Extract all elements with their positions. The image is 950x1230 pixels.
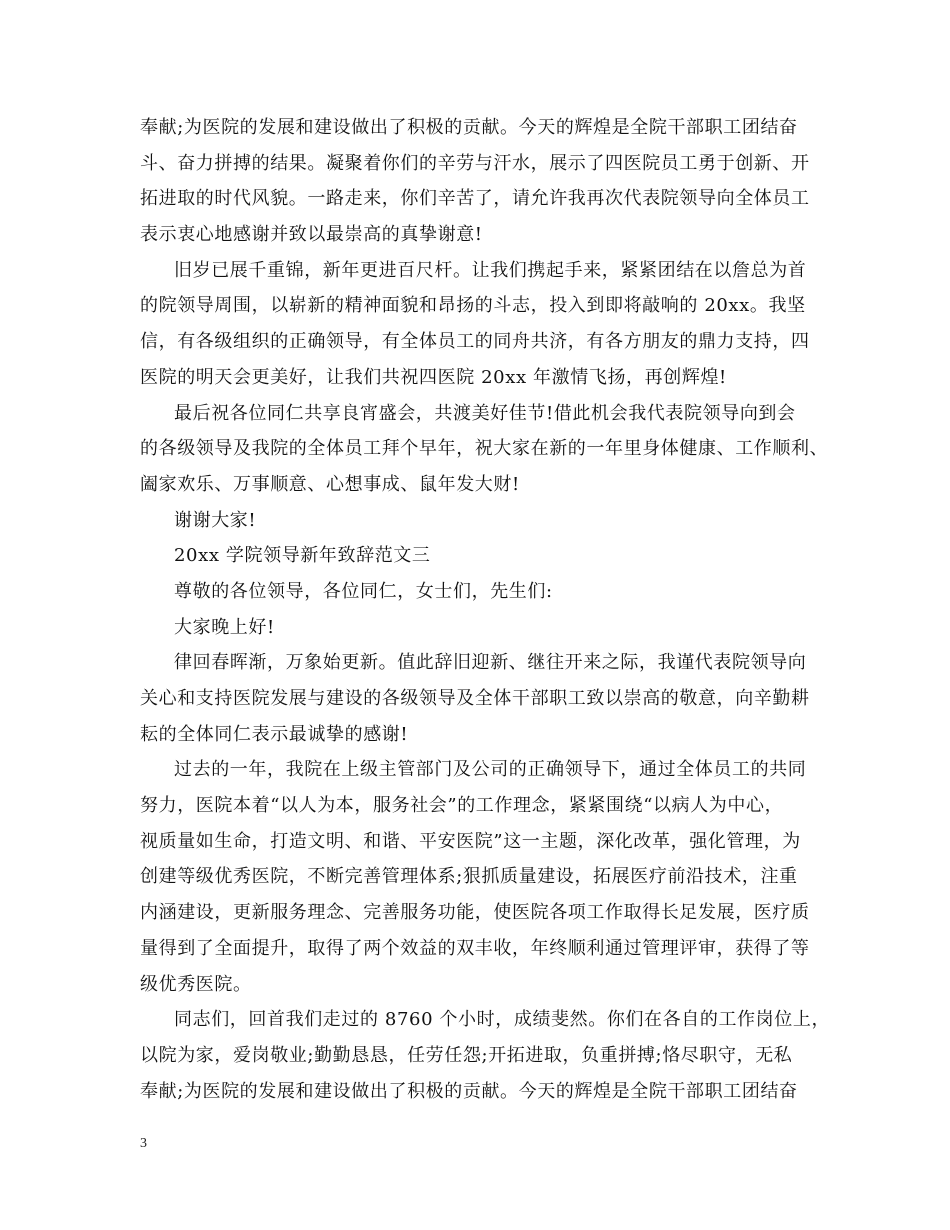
text-line: 奉献;为医院的发展和建设做出了积极的贡献。今天的辉煌是全院干部职工团结奋 (140, 1080, 798, 1102)
text-line: 内涵建设，更新服务理念、完善服务功能，使医院各项工作取得长足发展，医疗质 (140, 902, 810, 924)
text-line: 关心和支持医院发展与建设的各级领导及全体干部职工致以崇高的敬意，向辛勤耕 (140, 688, 810, 709)
text-line: 大家晚上好! (174, 616, 275, 638)
text-line: 尊敬的各位领导，各位同仁，女士们，先生们: (174, 580, 553, 602)
text-line: 创建等级优秀医院，不断完善管理体系;狠抓质量建设，拓展医疗前沿技术，注重 (140, 866, 798, 888)
page-number: 3 (140, 1136, 147, 1151)
text-line: 表示衷心地感谢并致以最崇高的真挚谢意! (140, 224, 483, 246)
text-line: 耘的全体同仁表示最诚挚的感谢! (140, 723, 409, 745)
text-line: 律回春晖渐，万象始更新。值此辞旧迎新、继往开来之际，我谨代表院领导向 (174, 652, 807, 674)
text-line: 信，有各级组织的正确领导，有全体员工的同舟共济，有各方朋友的鼎力支持，四 (140, 331, 810, 353)
text-line: 谢谢大家! (174, 509, 257, 531)
text-line: 20xx 学院领导新年致辞范文三 (174, 545, 431, 567)
text-line: 级优秀医院。 (140, 973, 252, 995)
text-line: 视质量如生命，打造文明、和谐、平安医院”这一主题，深化改革，强化管理，为 (140, 830, 801, 852)
document-body (140, 110, 830, 1109)
text-line: 的各级领导及我院的全体员工拜个早年，祝大家在新的一年里身体健康、工作顺利、 (140, 438, 829, 460)
text-line: 以院为家，爱岗敬业;勤勤恳恳，任劳任怨;开拓进取，负重拼搏;恪尽职守，无私 (140, 1044, 793, 1066)
text-line: 同志们，回首我们走过的 8760 个小时，成绩斐然。你们在各自的工作岗位上， (174, 1009, 831, 1031)
text-line: 过去的一年，我院在上级主管部门及公司的正确领导下，通过全体员工的共同 (174, 759, 807, 781)
text-line: 量得到了全面提升，取得了两个效益的双丰收，年终顺利通过管理评审，获得了等 (140, 937, 810, 959)
text-line: 努力，医院本着“以人为本，服务社会”的工作理念，紧紧围绕“以病人为中心， (140, 795, 784, 817)
text-line: 阖家欢乐、万事顺意、心想事成、鼠年发大财! (140, 473, 520, 495)
text-line: 的院领导周围，以崭新的精神面貌和昂扬的斗志，投入到即将敲响的 20xx。我坚 (140, 295, 806, 317)
text-line: 医院的明天会更美好，让我们共祝四医院 20xx 年激情飞扬，再创辉煌! (140, 366, 727, 388)
text-line: 斗、奋力拼搏的结果。凝聚着你们的辛劳与汗水，展示了四医院员工勇于创新、开 (140, 152, 810, 174)
text-line: 拓进取的时代风貌。一路走来，你们辛苦了，请允许我再次代表院领导向全体员工 (140, 188, 810, 210)
text-line: 旧岁已展千重锦，新年更进百尺杆。让我们携起手来，紧紧团结在以詹总为首 (174, 259, 807, 281)
text-line: 最后祝各位同仁共享良宵盛会，共渡美好佳节!借此机会我代表院领导向到会 (174, 402, 796, 424)
text-line: 奉献;为医院的发展和建设做出了积极的贡献。今天的辉煌是全院干部职工团结奋 (140, 117, 798, 138)
